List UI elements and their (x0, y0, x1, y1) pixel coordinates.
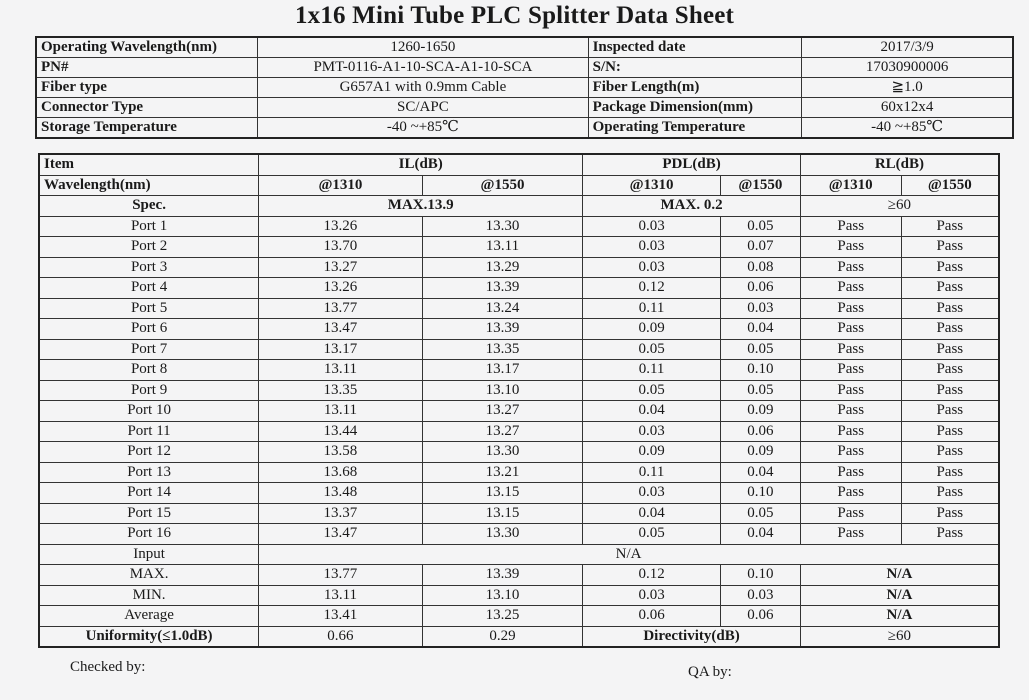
min-label: MIN. (39, 585, 259, 606)
average-label: Average (39, 606, 259, 627)
il-1310-value: 13.47 (259, 524, 423, 545)
average-il-1310: 13.41 (259, 606, 423, 627)
port-name: Port 5 (39, 298, 259, 319)
port-row (39, 339, 999, 360)
port-name: Port 12 (39, 442, 259, 463)
average-pdl-1310: 0.06 (583, 606, 721, 627)
info-value: SC/APC (258, 98, 588, 118)
port-row (39, 401, 999, 422)
rl-1310-value: Pass (800, 339, 901, 360)
il-1310-value: 13.35 (259, 380, 423, 401)
info-label: Operating Temperature (588, 118, 802, 139)
pdl-1310-value: 0.12 (583, 278, 721, 299)
il-1310-value: 13.77 (259, 298, 423, 319)
rl-1550-value: Pass (901, 462, 999, 483)
pdl-1550-value: 0.09 (720, 401, 800, 422)
rl-1550-value: Pass (901, 360, 999, 381)
rl-1310-header: @1310 (800, 175, 901, 196)
max-pdl-1310: 0.12 (583, 565, 721, 586)
il-1310-value: 13.58 (259, 442, 423, 463)
port-row (39, 360, 999, 381)
pdl-1310-header: @1310 (583, 175, 721, 196)
rl-1310-value: Pass (800, 278, 901, 299)
pdl-1550-value: 0.04 (720, 524, 800, 545)
info-label: Fiber type (36, 78, 258, 98)
rl-1310-value: Pass (800, 483, 901, 504)
rl-1550-value: Pass (901, 339, 999, 360)
pdl-1550-value: 0.10 (720, 483, 800, 504)
pdl-1310-value: 0.09 (583, 442, 721, 463)
pdl-1550-value: 0.06 (720, 278, 800, 299)
il-1550-value: 13.15 (422, 503, 583, 524)
uniformity-il-1550: 0.29 (422, 626, 583, 647)
il-1310-value: 13.17 (259, 339, 423, 360)
pdl-1310-value: 0.03 (583, 421, 721, 442)
pdl-1310-value: 0.11 (583, 298, 721, 319)
pdl-1550-value: 0.05 (720, 339, 800, 360)
pdl-1310-value: 0.05 (583, 524, 721, 545)
il-1310-value: 13.68 (259, 462, 423, 483)
port-row (39, 442, 999, 463)
rl-1310-value: Pass (800, 298, 901, 319)
rl-1310-value: Pass (800, 401, 901, 422)
pdl-1550-value: 0.07 (720, 237, 800, 258)
port-name: Port 14 (39, 483, 259, 504)
max-il-1550: 13.39 (422, 565, 583, 586)
pdl-1310-value: 0.04 (583, 503, 721, 524)
max-label: MAX. (39, 565, 259, 586)
port-name: Port 7 (39, 339, 259, 360)
port-row (39, 257, 999, 278)
pdl-1550-value: 0.03 (720, 298, 800, 319)
rl-1550-value: Pass (901, 319, 999, 340)
pdl-1310-value: 0.11 (583, 462, 721, 483)
port-name: Port 11 (39, 421, 259, 442)
info-value: PMT-0116-A1-10-SCA-A1-10-SCA (258, 58, 588, 78)
min-il-1310: 13.11 (259, 585, 423, 606)
port-row (39, 380, 999, 401)
pdl-1310-value: 0.03 (583, 483, 721, 504)
rl-1550-value: Pass (901, 421, 999, 442)
uniformity-label: Uniformity(≤1.0dB) (39, 626, 259, 647)
rl-1310-value: Pass (800, 216, 901, 237)
il-1310-value: 13.70 (259, 237, 423, 258)
pdl-1550-value: 0.09 (720, 442, 800, 463)
info-row (36, 37, 1013, 58)
port-row (39, 216, 999, 237)
il-1550-value: 13.21 (422, 462, 583, 483)
port-row (39, 421, 999, 442)
il-1550-value: 13.10 (422, 380, 583, 401)
info-label: Operating Wavelength(nm) (36, 37, 258, 58)
pdl-1310-value: 0.03 (583, 216, 721, 237)
il-1310-value: 13.27 (259, 257, 423, 278)
port-name: Port 3 (39, 257, 259, 278)
info-value: 17030900006 (802, 58, 1013, 78)
port-name: Port 13 (39, 462, 259, 483)
pdl-1310-value: 0.03 (583, 257, 721, 278)
info-value: -40 ~+85℃ (802, 118, 1013, 139)
pdl-1310-value: 0.11 (583, 360, 721, 381)
input-row (39, 544, 999, 565)
rl-1550-value: Pass (901, 380, 999, 401)
port-name: Port 10 (39, 401, 259, 422)
rl-1310-value: Pass (800, 319, 901, 340)
il-1550-value: 13.35 (422, 339, 583, 360)
il-1550-value: 13.27 (422, 401, 583, 422)
info-value: ≧1.0 (802, 78, 1013, 98)
port-name: Port 15 (39, 503, 259, 524)
pdl-1310-value: 0.05 (583, 380, 721, 401)
port-name: Port 16 (39, 524, 259, 545)
rl-1550-value: Pass (901, 257, 999, 278)
info-table (35, 36, 1014, 139)
measurement-table (38, 153, 1000, 648)
il-1550-value: 13.29 (422, 257, 583, 278)
spec-row (39, 196, 999, 217)
min-row (39, 585, 999, 606)
il-1310-value: 13.47 (259, 319, 423, 340)
il-1550-value: 13.15 (422, 483, 583, 504)
info-label: PN# (36, 58, 258, 78)
il-1310-value: 13.11 (259, 401, 423, 422)
min-il-1550: 13.10 (422, 585, 583, 606)
rl-1310-value: Pass (800, 421, 901, 442)
port-name: Port 9 (39, 380, 259, 401)
wavelength-header: Wavelength(nm) (39, 175, 259, 196)
il-1550-value: 13.11 (422, 237, 583, 258)
il-1310-value: 13.26 (259, 278, 423, 299)
il-1550-value: 13.17 (422, 360, 583, 381)
rl-1310-value: Pass (800, 257, 901, 278)
info-value: G657A1 with 0.9mm Cable (258, 78, 588, 98)
checked-by-label: Checked by: (70, 659, 146, 675)
max-pdl-1550: 0.10 (720, 565, 800, 586)
average-rl: N/A (800, 606, 999, 627)
rl-1310-value: Pass (800, 442, 901, 463)
rl-1310-value: Pass (800, 360, 901, 381)
rl-1550-value: Pass (901, 278, 999, 299)
input-label: Input (39, 544, 259, 565)
info-label: Fiber Length(m) (588, 78, 802, 98)
port-row (39, 462, 999, 483)
il-1550-value: 13.39 (422, 319, 583, 340)
rl-1550-value: Pass (901, 442, 999, 463)
info-row (36, 98, 1013, 118)
pdl-header: PDL(dB) (583, 154, 801, 175)
pdl-1550-value: 0.06 (720, 421, 800, 442)
info-label: S/N: (588, 58, 802, 78)
spec-label: Spec. (39, 196, 259, 217)
pdl-1550-header: @1550 (720, 175, 800, 196)
info-value: -40 ~+85℃ (258, 118, 588, 139)
input-value: N/A (259, 544, 999, 565)
pdl-1550-value: 0.05 (720, 503, 800, 524)
info-value: 1260-1650 (258, 37, 588, 58)
il-1310-value: 13.26 (259, 216, 423, 237)
max-il-1310: 13.77 (259, 565, 423, 586)
info-value: 60x12x4 (802, 98, 1013, 118)
rl-1550-value: Pass (901, 503, 999, 524)
il-1550-value: 13.24 (422, 298, 583, 319)
il-1310-value: 13.11 (259, 360, 423, 381)
header-row-wavelength (39, 175, 999, 196)
page-title: 1x16 Mini Tube PLC Splitter Data Sheet (294, 2, 735, 29)
directivity-label: Directivity(dB) (583, 626, 801, 647)
port-row (39, 503, 999, 524)
pdl-spec: MAX. 0.2 (583, 196, 801, 217)
port-row (39, 524, 999, 545)
il-1550-value: 13.39 (422, 278, 583, 299)
rl-1310-value: Pass (800, 380, 901, 401)
port-name: Port 1 (39, 216, 259, 237)
uniformity-row (39, 626, 999, 647)
min-rl: N/A (800, 585, 999, 606)
port-row (39, 278, 999, 299)
il-1310-value: 13.48 (259, 483, 423, 504)
port-row (39, 298, 999, 319)
rl-1310-value: Pass (800, 524, 901, 545)
il-1550-value: 13.27 (422, 421, 583, 442)
port-name: Port 2 (39, 237, 259, 258)
rl-header: RL(dB) (800, 154, 999, 175)
port-name: Port 8 (39, 360, 259, 381)
pdl-1550-value: 0.10 (720, 360, 800, 381)
rl-1310-value: Pass (800, 237, 901, 258)
port-row (39, 237, 999, 258)
info-value: 2017/3/9 (802, 37, 1013, 58)
pdl-1550-value: 0.04 (720, 319, 800, 340)
il-1310-value: 13.37 (259, 503, 423, 524)
rl-1550-header: @1550 (901, 175, 999, 196)
rl-1550-value: Pass (901, 237, 999, 258)
il-1550-header: @1550 (422, 175, 583, 196)
average-il-1550: 13.25 (422, 606, 583, 627)
average-pdl-1550: 0.06 (720, 606, 800, 627)
port-name: Port 4 (39, 278, 259, 299)
il-1550-value: 13.30 (422, 216, 583, 237)
info-row (36, 118, 1013, 139)
pdl-1310-value: 0.09 (583, 319, 721, 340)
uniformity-il-1310: 0.66 (259, 626, 423, 647)
il-header: IL(dB) (259, 154, 583, 175)
rl-1550-value: Pass (901, 524, 999, 545)
pdl-1550-value: 0.05 (720, 216, 800, 237)
rl-1550-value: Pass (901, 401, 999, 422)
average-row (39, 606, 999, 627)
pdl-1550-value: 0.04 (720, 462, 800, 483)
rl-1550-value: Pass (901, 483, 999, 504)
qa-by-label: QA by: (688, 664, 732, 680)
info-row (36, 78, 1013, 98)
il-1550-value: 13.30 (422, 442, 583, 463)
info-label: Package Dimension(mm) (588, 98, 802, 118)
pdl-1310-value: 0.04 (583, 401, 721, 422)
info-label: Connector Type (36, 98, 258, 118)
pdl-1550-value: 0.05 (720, 380, 800, 401)
max-rl: N/A (800, 565, 999, 586)
directivity-value: ≥60 (800, 626, 999, 647)
il-spec: MAX.13.9 (259, 196, 583, 217)
pdl-1310-value: 0.05 (583, 339, 721, 360)
info-label: Inspected date (588, 37, 802, 58)
port-row (39, 483, 999, 504)
header-row-item (39, 154, 999, 175)
min-pdl-1550: 0.03 (720, 585, 800, 606)
item-header: Item (39, 154, 259, 175)
rl-1550-value: Pass (901, 216, 999, 237)
info-label: Storage Temperature (36, 118, 258, 139)
rl-1550-value: Pass (901, 298, 999, 319)
rl-spec: ≥60 (800, 196, 999, 217)
port-name: Port 6 (39, 319, 259, 340)
max-row (39, 565, 999, 586)
pdl-1310-value: 0.03 (583, 237, 721, 258)
info-row (36, 58, 1013, 78)
port-row (39, 319, 999, 340)
rl-1310-value: Pass (800, 462, 901, 483)
pdl-1550-value: 0.08 (720, 257, 800, 278)
il-1310-value: 13.44 (259, 421, 423, 442)
il-1310-header: @1310 (259, 175, 423, 196)
min-pdl-1310: 0.03 (583, 585, 721, 606)
il-1550-value: 13.30 (422, 524, 583, 545)
rl-1310-value: Pass (800, 503, 901, 524)
